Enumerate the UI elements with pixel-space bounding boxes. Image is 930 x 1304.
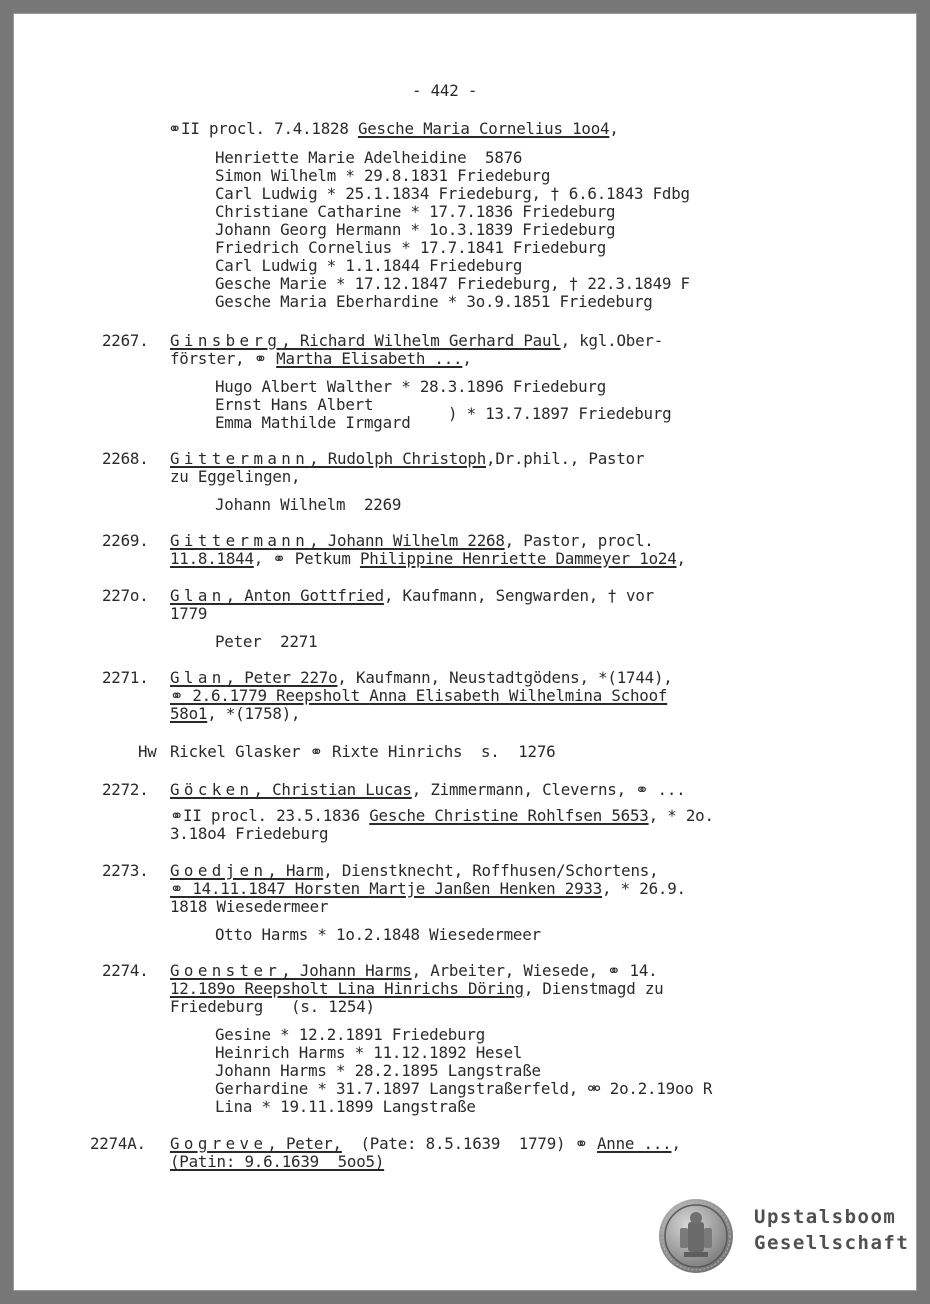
entry-line: 1779: [170, 604, 208, 623]
spouse-ref: 58o1: [170, 704, 208, 723]
child-line: Carl Ludwig * 25.1.1834 Friedeburg, † 6.6.1843 Fdbg: [215, 184, 690, 203]
society-name: [754, 1204, 909, 1256]
surname: Gittermann: [170, 531, 310, 550]
child-line: Henriette Marie Adelheidine 5876: [215, 148, 523, 167]
given-names: , Anton Gottfried: [225, 586, 384, 605]
entry-detail: förster, ⚭: [170, 349, 277, 368]
spouse-name: Anna Elisabeth Wilhelmina Schoof: [369, 686, 668, 705]
godparent-note: (Patin: 9.6.1639 5oo5): [170, 1152, 385, 1171]
child-line: Christiane Catharine * 17.7.1836 Friedeburg: [215, 202, 616, 221]
document-body: [14, 14, 916, 1290]
entry-heading: [170, 532, 654, 550]
entry-line: 1818 Wiesedermeer: [170, 897, 329, 916]
page-number: - 442 -: [412, 81, 478, 100]
spouse-name: Lina Hinrichs Döring: [337, 979, 524, 998]
spouse-name: Anne ...: [596, 1134, 672, 1153]
given-names: , Christian Lucas: [253, 780, 412, 799]
punct: ,: [671, 1134, 681, 1153]
entry-line: [170, 550, 686, 568]
surname: Gogreve: [170, 1134, 268, 1153]
child-line: Friedrich Cornelius * 17.7.1841 Friedeburg: [215, 238, 607, 257]
child-line: Johann Harms * 28.2.1895 Langstraße: [215, 1061, 541, 1080]
spouse-name: Martje Janßen Henken 2933: [369, 879, 603, 898]
society-name-line1: Upstalsboom: [754, 1206, 897, 1228]
given-names: , Harm: [267, 861, 324, 880]
entry-detail: , Arbeiter, Wiesede, ⚭ 14.: [411, 961, 658, 980]
child-line: Gerhardine * 31.7.1897 Langstraßerfeld, ⚮ 2o.2.19oo R: [215, 1079, 713, 1098]
marriage-detail: ⚭II procl. 23.5.1836: [170, 806, 370, 825]
society-name-line2: Gesellschaft: [754, 1232, 910, 1254]
given-names: , Johann Harms: [281, 961, 412, 980]
child-line: Simon Wilhelm * 29.8.1831 Friedeburg: [215, 166, 551, 185]
entry-number: 227o.: [102, 586, 149, 605]
entry-line: [170, 880, 686, 898]
society-logo: [658, 1198, 910, 1272]
child-line: Gesche Maria Eberhardine * 3o.9.1851 Friedeburg: [215, 292, 653, 311]
punct: ,: [609, 119, 619, 138]
marriage-detail: ⚭ 2.6.1779 Reepsholt: [170, 686, 370, 705]
entry-heading: [170, 332, 663, 350]
given-names: , Rudolph Christoph: [309, 449, 487, 468]
entry-line: [170, 705, 300, 723]
entry-detail: , Kaufmann, Neustadtgödens, *(1744),: [337, 668, 673, 687]
entry-heading: [170, 450, 644, 468]
child-line: Gesche Marie * 17.12.1847 Friedeburg, † 22.3.1849 F: [215, 274, 690, 293]
entry-heading: [170, 587, 654, 605]
entry-heading: [170, 862, 658, 880]
surname: Ginsberg: [170, 331, 282, 350]
entry-detail: , Zimmermann, Cleverns, ⚭ ...: [411, 780, 686, 799]
entry-detail: , ⚭ Petkum: [253, 549, 360, 568]
entry-heading: [170, 669, 673, 687]
child-line: Lina * 19.11.1899 Langstraße: [215, 1097, 476, 1116]
document-page: [14, 14, 916, 1290]
child-line: Johann Wilhelm 2269: [215, 495, 402, 514]
entry-line: [170, 980, 663, 998]
entry-detail: , Dienstmagd zu: [523, 979, 664, 998]
marriage-line: [168, 120, 619, 138]
entry-heading: [170, 1135, 681, 1153]
hw-line: Rickel Glasker ⚭ Rixte Hinrichs s. 1276: [170, 742, 556, 761]
entry-number: 2269.: [102, 531, 149, 550]
entry-detail: , Kaufmann, Sengwarden, † vor: [383, 586, 654, 605]
given-names: , Peter,: [267, 1134, 342, 1153]
entry-line: [170, 350, 472, 368]
entry-detail: , * 26.9.: [602, 879, 686, 898]
entry-detail: , *(1758),: [207, 704, 301, 723]
entry-line: Friedeburg (s. 1254): [170, 997, 375, 1016]
entry-number: 2271.: [102, 668, 149, 687]
entry-line: [170, 1153, 384, 1171]
surname: Gittermann: [170, 449, 310, 468]
entry-detail: , kgl.Ober-: [560, 331, 664, 350]
marriage-detail: 12.189o Reepsholt: [170, 979, 338, 998]
surname: Glan: [170, 668, 226, 687]
entry-line: [170, 807, 714, 825]
entry-number: 2274A.: [90, 1134, 146, 1153]
spouse-name: Gesche Maria Cornelius 1oo4: [357, 119, 610, 138]
child-line: Hugo Albert Walther * 28.3.1896 Friedeburg: [215, 377, 607, 396]
entry-line: zu Eggelingen,: [170, 467, 301, 486]
child-line: Johann Georg Hermann * 1o.3.1839 Friedeburg: [215, 220, 616, 239]
entry-detail: , Dienstknecht, Roffhusen/Schortens,: [323, 861, 659, 880]
child-line: Otto Harms * 1o.2.1848 Wiesedermeer: [215, 925, 541, 944]
entry-number: 2274.: [102, 961, 149, 980]
surname: Goenster: [170, 961, 282, 980]
entry-detail: , * 2o.: [648, 806, 714, 825]
spouse-name: Gesche Christine Rohlfsen 5653: [369, 806, 649, 825]
surname: Glan: [170, 586, 226, 605]
entry-date: 11.8.1844: [170, 549, 254, 568]
entry-number: 2268.: [102, 449, 149, 468]
entry-heading: [170, 962, 657, 980]
hw-prefix: Hw: [138, 742, 157, 761]
given-names: , Richard Wilhelm Gerhard Paul: [281, 331, 561, 350]
surname: Göcken: [170, 780, 254, 799]
entry-line: 3.18o4 Friedeburg: [170, 824, 329, 843]
spouse-name: Philippine Henriette Dammeyer 1o24: [359, 549, 677, 568]
spouse-name: Martha Elisabeth ...: [276, 349, 463, 368]
child-line: Heinrich Harms * 11.12.1892 Hesel: [215, 1043, 523, 1062]
entry-line: [170, 687, 667, 705]
entry-detail: (Pate: 8.5.1639 1779) ⚭: [341, 1134, 597, 1153]
punct: ,: [462, 349, 472, 368]
entry-number: 2273.: [102, 861, 149, 880]
child-line: Gesine * 12.2.1891 Friedeburg: [215, 1025, 486, 1044]
entry-detail: , Pastor, procl.: [504, 531, 654, 550]
child-line: Peter 2271: [215, 632, 318, 651]
entry-number: 2272.: [102, 780, 149, 799]
child-line: Carl Ludwig * 1.1.1844 Friedeburg: [215, 256, 523, 275]
entry-number: 2267.: [102, 331, 149, 350]
punct: ,: [676, 549, 686, 568]
entry-heading: [170, 781, 685, 799]
given-names: , Peter 227o: [225, 668, 338, 687]
seal-icon: [658, 1198, 734, 1274]
twins-birth: ) * 13.7.1897 Friedeburg: [448, 404, 672, 423]
marriage-detail: ⚭ 14.11.1847 Horsten: [170, 879, 370, 898]
child-line: Ernst Hans Albert: [215, 395, 374, 414]
given-names: , Johann Wilhelm 2268: [309, 531, 505, 550]
child-line: Emma Mathilde Irmgard: [215, 413, 411, 432]
surname: Goedjen: [170, 861, 268, 880]
marriage-prefix: ⚭II procl. 7.4.1828: [168, 119, 358, 138]
entry-detail: ,Dr.phil., Pastor: [486, 449, 645, 468]
